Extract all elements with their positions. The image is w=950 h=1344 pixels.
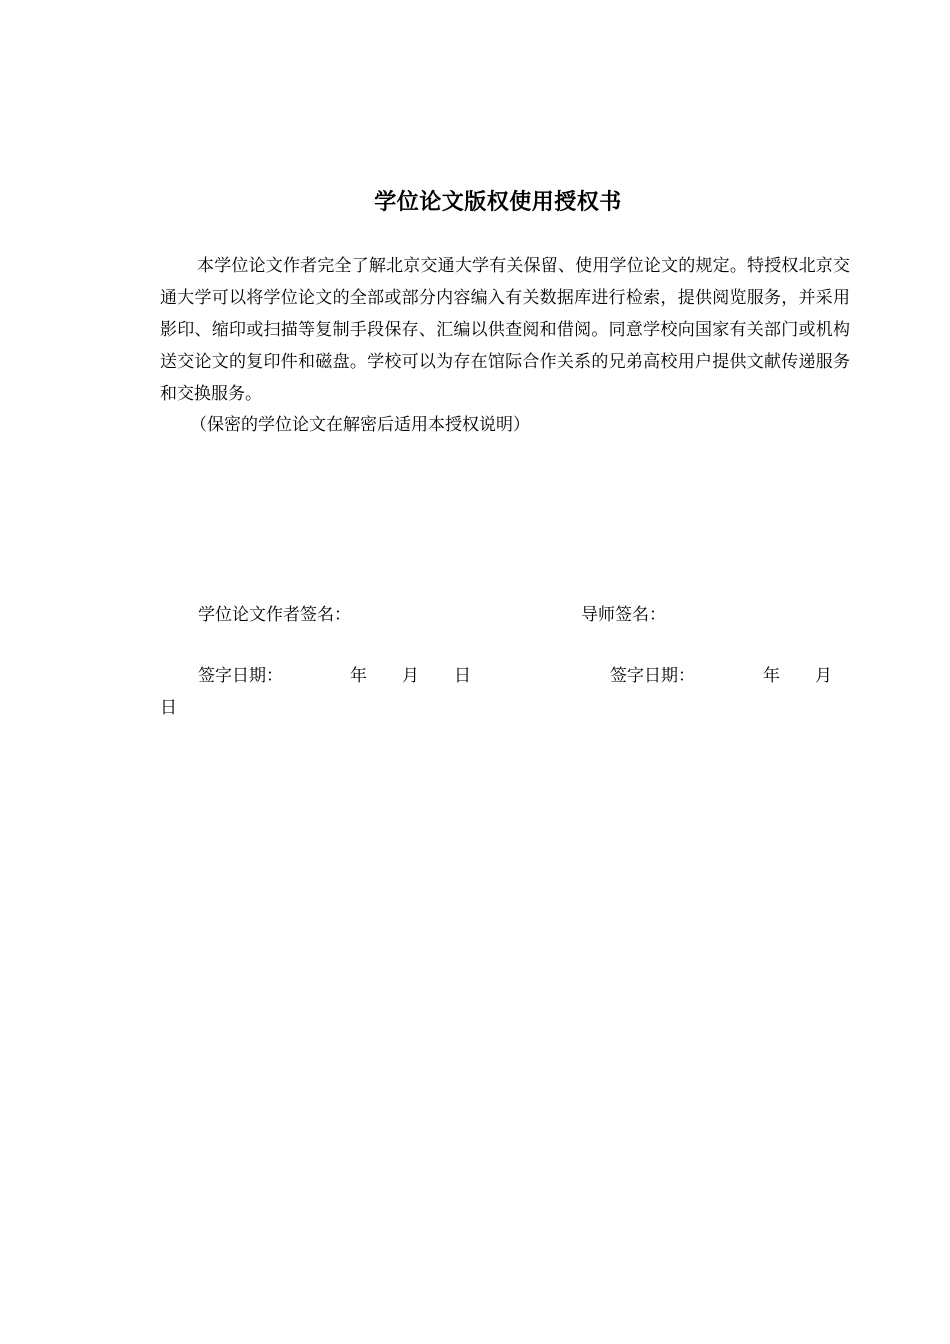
authorization-body xyxy=(160,250,850,440)
authorization-paragraph: 本学位论文作者完全了解北京交通大学有关保留、使用学位论文的规定。特授权北京交通大学可以将学位论文的全部或部分内容编入有关数据库进行检索，提供阅览服务，并采用影印、缩印或扫描等复制手段保存、汇编以供查阅和借阅。同意学校向国家有关部门或机构送交论文的复印件和磁盘。学校可以为存在馆际合作关系的兄弟高校用户提供文献传递服务和交换服务。 xyxy=(160,256,850,404)
advisor-date-label: 签字日期： xyxy=(610,666,695,686)
advisor-date-day: 日 xyxy=(160,698,177,718)
author-signature-label: 学位论文作者签名： xyxy=(198,605,351,625)
advisor-date-year: 年 xyxy=(763,666,780,686)
author-date-year: 年 xyxy=(350,666,367,686)
advisor-date-month: 月 xyxy=(815,666,832,686)
author-date-day: 日 xyxy=(454,666,471,686)
confidential-note: （保密的学位论文在解密后适用本授权说明） xyxy=(190,415,530,435)
advisor-signature-label: 导师签名： xyxy=(581,605,666,625)
author-date-month: 月 xyxy=(402,666,419,686)
author-date-label: 签字日期： xyxy=(198,666,283,686)
document-title: 学位论文版权使用授权书 xyxy=(374,190,622,215)
